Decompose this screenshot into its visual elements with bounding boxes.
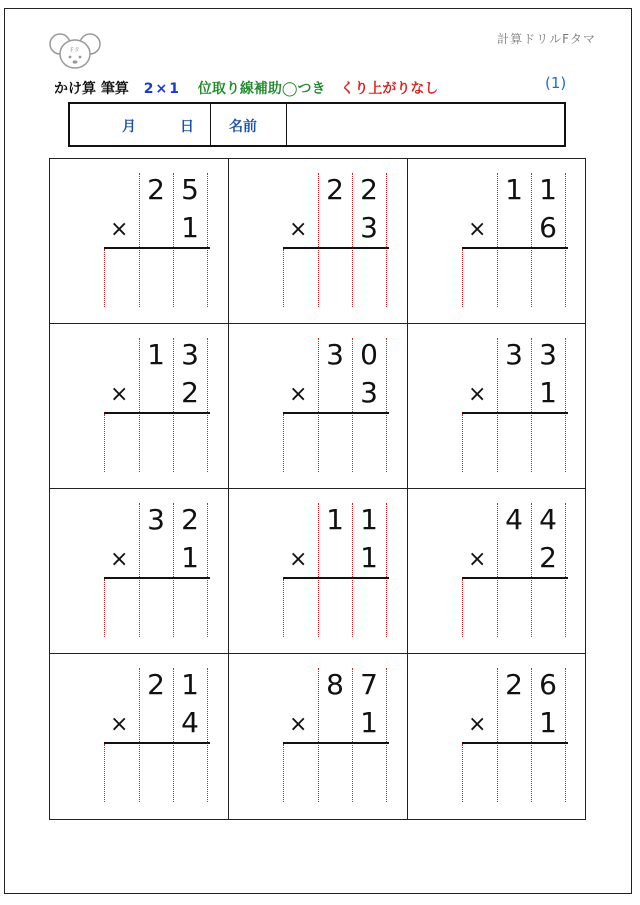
place-value-guide-line — [104, 579, 105, 637]
multiplier-digit: 1 — [181, 541, 199, 574]
place-value-guide-line — [531, 173, 532, 307]
place-value-guide-line — [104, 414, 105, 472]
problem-cell[interactable] — [50, 489, 229, 654]
multiplicand-tens-digit: 2 — [326, 173, 344, 206]
problem-cell[interactable] — [50, 654, 229, 819]
place-value-guide-line — [386, 503, 387, 637]
multiplicand-tens-digit: 1 — [326, 503, 344, 536]
multiplicand-tens-digit: 3 — [326, 338, 344, 371]
multiplicand-tens-digit: 2 — [147, 173, 165, 206]
multiplicand-tens-digit: 4 — [505, 503, 523, 536]
month-label: 月 — [122, 119, 136, 135]
place-value-guide-line — [497, 503, 498, 637]
multiplier-digit: 1 — [181, 211, 199, 244]
answer-line — [462, 247, 568, 249]
multiplicand-ones-digit: 6 — [539, 668, 557, 701]
multiplicand-ones-digit: 3 — [539, 338, 557, 371]
times-sign: × — [289, 712, 308, 737]
place-value-guide-line — [531, 668, 532, 802]
day-label: 日 — [180, 119, 194, 135]
place-value-guide-line — [283, 414, 284, 472]
place-value-guide-line — [531, 503, 532, 637]
multiplicand-ones-digit: 7 — [360, 668, 378, 701]
place-value-guide-line — [173, 173, 174, 307]
times-sign: × — [110, 712, 129, 737]
place-value-guide-line — [207, 668, 208, 802]
place-value-guide-line — [386, 338, 387, 472]
place-value-guide-line — [565, 173, 566, 307]
mouse-logo-icon — [48, 30, 102, 70]
place-value-guide-line — [462, 249, 463, 307]
multiplicand-ones-digit: 2 — [360, 173, 378, 206]
multiplier-digit: 3 — [360, 376, 378, 409]
place-value-guide-line — [318, 503, 319, 637]
place-value-guide-line — [318, 173, 319, 307]
place-value-guide-line — [565, 338, 566, 472]
multiplicand-ones-digit: 1 — [181, 668, 199, 701]
place-value-guide-line — [386, 668, 387, 802]
problem-cell[interactable] — [229, 159, 408, 324]
page-number: (1) — [545, 74, 567, 92]
multiplicand-tens-digit: 3 — [505, 338, 523, 371]
answer-line — [283, 742, 389, 744]
answer-line — [283, 247, 389, 249]
multiplier-digit: 1 — [539, 706, 557, 739]
place-value-guide-line — [497, 338, 498, 472]
multiplicand-ones-digit: 5 — [181, 173, 199, 206]
problem-cell[interactable] — [50, 159, 229, 324]
place-value-guide-line — [531, 338, 532, 472]
multiplier-digit: 1 — [360, 706, 378, 739]
problem-cell[interactable] — [408, 654, 587, 819]
times-sign: × — [468, 382, 487, 407]
name-field[interactable] — [287, 104, 564, 145]
times-sign: × — [110, 382, 129, 407]
place-value-guide-line — [283, 249, 284, 307]
multiplicand-ones-digit: 2 — [181, 503, 199, 536]
logo-text: Fタ — [70, 47, 80, 54]
place-value-guide-line — [352, 173, 353, 307]
multiplicand-tens-digit: 3 — [147, 503, 165, 536]
place-value-guide-line — [283, 744, 284, 802]
multiplicand-tens-digit: 2 — [505, 668, 523, 701]
problem-cell[interactable] — [229, 489, 408, 654]
place-value-guide-line — [462, 744, 463, 802]
multiplicand-tens-digit: 1 — [505, 173, 523, 206]
place-value-guide-line — [462, 579, 463, 637]
place-value-guide-line — [173, 503, 174, 637]
place-value-guide-line — [104, 249, 105, 307]
place-value-guide-line — [318, 668, 319, 802]
multiplier-digit: 2 — [181, 376, 199, 409]
times-sign: × — [468, 217, 487, 242]
title-digits: 2×1 — [143, 81, 181, 97]
problem-cell[interactable] — [229, 324, 408, 489]
place-value-guide-line — [497, 668, 498, 802]
place-value-guide-line — [497, 173, 498, 307]
times-sign: × — [110, 547, 129, 572]
date-field[interactable] — [70, 104, 211, 145]
multiplicand-ones-digit: 1 — [539, 173, 557, 206]
worksheet-title — [54, 78, 438, 98]
place-value-guide-line — [352, 668, 353, 802]
multiplicand-ones-digit: 1 — [360, 503, 378, 536]
place-value-guide-line — [565, 503, 566, 637]
multiplicand-ones-digit: 3 — [181, 338, 199, 371]
multiplicand-ones-digit: 0 — [360, 338, 378, 371]
place-value-guide-line — [139, 338, 140, 472]
place-value-guide-line — [462, 414, 463, 472]
brand-name: 計算ドリルFタマ — [497, 32, 596, 46]
problem-cell[interactable] — [408, 489, 587, 654]
place-value-guide-line — [318, 338, 319, 472]
name-date-box — [68, 102, 566, 147]
place-value-guide-line — [207, 173, 208, 307]
answer-line — [283, 412, 389, 414]
place-value-guide-line — [173, 668, 174, 802]
title-aid: 位取り線補助◯つき — [197, 81, 326, 97]
answer-line — [462, 412, 568, 414]
multiplier-digit: 6 — [539, 211, 557, 244]
answer-line — [104, 412, 210, 414]
multiplicand-ones-digit: 4 — [539, 503, 557, 536]
place-value-guide-line — [104, 744, 105, 802]
multiplicand-tens-digit: 2 — [147, 668, 165, 701]
title-carry: くり上がりなし — [340, 81, 439, 97]
place-value-guide-line — [173, 338, 174, 472]
problem-cell[interactable] — [50, 324, 229, 489]
answer-line — [104, 577, 210, 579]
place-value-guide-line — [283, 579, 284, 637]
times-sign: × — [468, 712, 487, 737]
answer-line — [104, 247, 210, 249]
times-sign: × — [289, 547, 308, 572]
times-sign: × — [289, 382, 308, 407]
times-sign: × — [289, 217, 308, 242]
answer-line — [462, 577, 568, 579]
problem-cell[interactable] — [229, 654, 408, 819]
place-value-guide-line — [139, 503, 140, 637]
name-label: 名前 — [229, 119, 257, 135]
multiplier-digit: 3 — [360, 211, 378, 244]
answer-line — [283, 577, 389, 579]
problem-cell[interactable] — [408, 159, 587, 324]
times-sign: × — [468, 547, 487, 572]
title-topic: かけ算 筆算 — [54, 81, 129, 97]
name-label-cell — [211, 104, 287, 145]
problem-grid — [49, 158, 586, 820]
answer-line — [462, 742, 568, 744]
place-value-guide-line — [565, 668, 566, 802]
place-value-guide-line — [386, 173, 387, 307]
place-value-guide-line — [207, 503, 208, 637]
multiplicand-tens-digit: 8 — [326, 668, 344, 701]
place-value-guide-line — [352, 503, 353, 637]
place-value-guide-line — [139, 173, 140, 307]
multiplier-digit: 4 — [181, 706, 199, 739]
multiplier-digit: 2 — [539, 541, 557, 574]
answer-line — [104, 742, 210, 744]
problem-cell[interactable] — [408, 324, 587, 489]
place-value-guide-line — [139, 668, 140, 802]
multiplicand-tens-digit: 1 — [147, 338, 165, 371]
place-value-guide-line — [207, 338, 208, 472]
place-value-guide-line — [352, 338, 353, 472]
multiplier-digit: 1 — [360, 541, 378, 574]
times-sign: × — [110, 217, 129, 242]
multiplier-digit: 1 — [539, 376, 557, 409]
